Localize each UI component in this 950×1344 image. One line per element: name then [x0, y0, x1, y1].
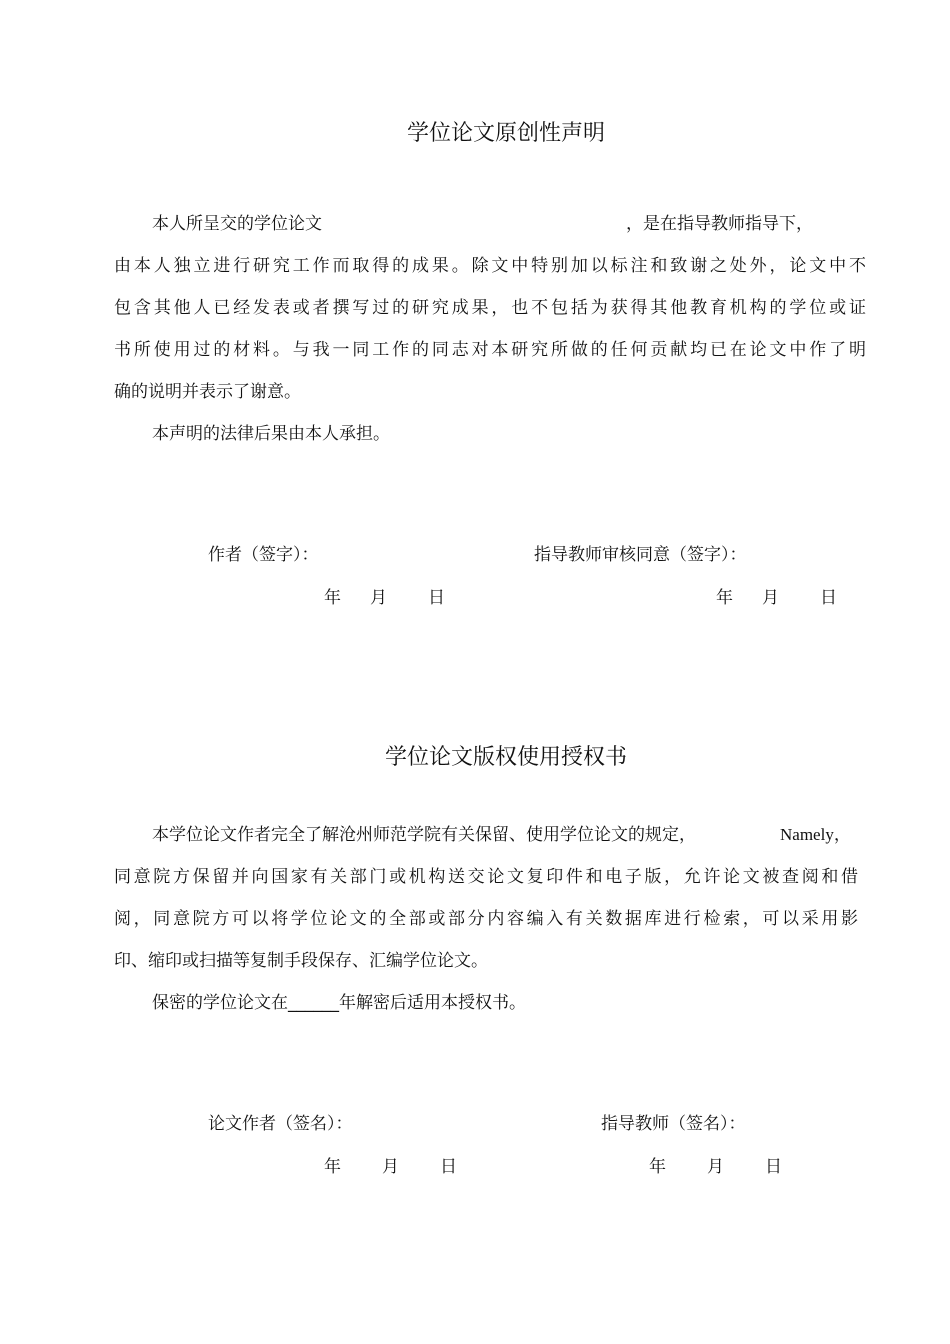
- declaration-line-2: 由本人独立进行研究工作而取得的成果。除文中特别加以标注和致谢之处外，论文中不: [114, 256, 866, 276]
- date-year: 年: [649, 1157, 666, 1177]
- authorization-body: [114, 814, 858, 1024]
- date-year: 年: [324, 588, 341, 608]
- date-day: 日: [428, 588, 445, 608]
- date-day: 日: [820, 588, 837, 608]
- authorization-advisor-signature: 指导教师（签名）：: [601, 1114, 746, 1134]
- declaration-line-6: 本声明的法律后果由本人承担。: [152, 424, 390, 444]
- declaration-advisor-date: [716, 583, 837, 608]
- date-month: 月: [382, 1157, 399, 1177]
- date-day: 日: [765, 1157, 782, 1177]
- declaration-advisor-signature: 指导教师审核同意（签字）：: [534, 545, 747, 565]
- authorization-line-4: 印、缩印或扫描等复制手段保存、汇编学位论文。: [114, 951, 488, 971]
- date-month: 月: [762, 588, 779, 608]
- declaration-line-4: 书所使用过的材料。与我一同工作的同志对本研究所做的任何贡献均已在论文中作了明: [114, 340, 866, 360]
- authorization-line-1-end: Namely，: [780, 825, 851, 844]
- authorization-author-signature: 论文作者（签名）：: [208, 1114, 353, 1134]
- date-year: 年: [324, 1157, 341, 1177]
- date-day: 日: [440, 1157, 457, 1177]
- declaration-line-5: 确的说明并表示了谢意。: [114, 382, 301, 402]
- authorization-line-3: 阅，同意院方可以将学位论文的全部或部分内容编入有关数据库进行检索，可以采用影: [114, 909, 858, 929]
- date-year: 年: [716, 588, 733, 608]
- declaration-body: [114, 203, 866, 455]
- declaration-line-3: 包含其他人已经发表或者撰写过的研究成果，也不包括为获得其他教育机构的学位或证: [114, 298, 866, 318]
- authorization-author-date: [324, 1152, 457, 1177]
- date-month: 月: [707, 1157, 724, 1177]
- authorization-line-5: 保密的学位论文在______年解密后适用本授权书。: [152, 993, 526, 1013]
- declaration-line-1: [114, 203, 866, 245]
- date-month: 月: [370, 588, 387, 608]
- authorization-line-1-start: 本学位论文作者完全了解沧州师范学院有关保留、使用学位论文的规定，: [152, 825, 696, 845]
- authorization-line-1: [114, 814, 858, 856]
- declaration-author-signature: 作者（签字）：: [208, 545, 319, 565]
- declaration-title: 学位论文原创性声明: [406, 121, 605, 146]
- declaration-line-1-end: ，是在指导教师指导下，: [626, 214, 813, 234]
- authorization-title: 学位论文版权使用授权书: [384, 745, 627, 770]
- declaration-author-date: [324, 583, 445, 608]
- authorization-advisor-date: [649, 1152, 782, 1177]
- declaration-line-1-start: 本人所呈交的学位论文: [152, 214, 322, 234]
- authorization-line-2: 同意院方保留并向国家有关部门或机构送交论文复印件和电子版，允许论文被查阅和借: [114, 867, 858, 887]
